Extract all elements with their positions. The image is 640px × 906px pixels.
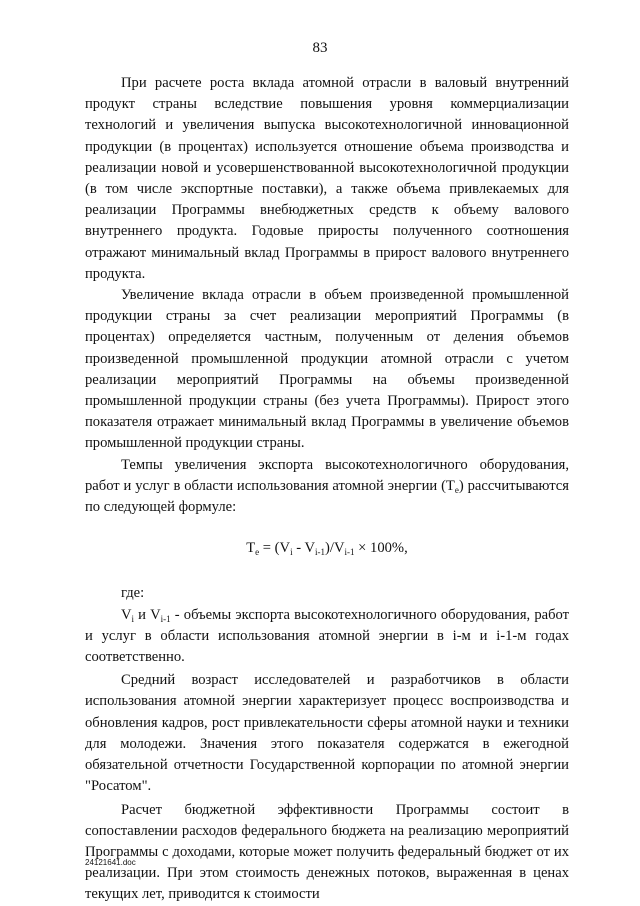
var-definition-text: - объемы экспорта высокотехнологичного оборудования, работ и услуг в области использования атомной энергии в i-м и i-1-м годах соответственно. [85,606,570,666]
var-v-sub-i1: i-1 [160,613,171,624]
export-subscript: e [454,484,459,495]
export-text: Темпы увеличения экспорта высокотехнологичного оборудования, работ и услуг в области использования атомной энергии (T [85,456,569,494]
formula-t-sub: e [255,547,260,558]
export-formula [85,538,569,559]
page-number: 83 [312,40,328,56]
var-v-sub-i: i [131,613,135,624]
var-and: и V [134,606,161,623]
paragraph-gdp-contribution: При расчете роста вклада атомной отрасли в валовый внутренний продукт страны вследствие повышения уровня коммерциализации технологий и увеличения выпуска высокотехнологичной инновационной продукции (в процентах) используется отношение объема производства и реализации новой и усовершенствованной высокотехнологичной продукции (в том числе экспортные поставки), а также объема привлекаемых для реализации Программы внебюджетных средств к объему валового внутреннего продукта. Годовые приросты полученного соотношения отражают минимальный вклад Программы в прирост валового внутреннего продукта. [85,75,569,282]
document-body [85,73,569,906]
formula-tail: × 100%, [354,540,408,557]
formula-eq: = (V [259,540,291,557]
formula-vi1-sub-2: i-1 [344,547,355,558]
formula-div: )/V [325,540,345,557]
paragraph-export-growth [85,455,569,519]
where-label: где: [121,585,145,602]
paragraph-researcher-age: Средний возраст исследователей и разработчиков в области использования атомной энергии характеризует процесс воспроизводства и обновления кадров, рост привлекательности сферы атомной науки и техники для молодежи. Значения этого показателя содержатся в ежегодной обязательной отчетности Государственной корпорации по атомной энергии "Росатом". [85,672,569,795]
paragraph-industrial-output: Увеличение вклада отрасли в объем произведенной промышленной продукции страны за счет реализации мероприятий Программы (в процентах) определяется частным, полученным от деления объемов произведенной промышленной продукции атомной отрасли с учетом реализации мероприятий Программы на объемы произведенной промышленной продукции страны (без учета Программы). Прирост этого показателя отражает минимальный вклад Программы в увеличение объемов промышленной продукции страны. [85,287,569,452]
var-v: V [121,606,132,623]
formula-minus: - V [292,540,316,557]
footer-filename: 24121641.doc [85,858,136,867]
paragraph-variable-definitions [85,605,569,669]
formula-t: T [246,540,256,557]
formula-vi1-sub: i-1 [315,547,326,558]
formula-vi-sub: i [290,547,293,558]
paragraph-budget-efficiency: Расчет бюджетной эффективности Программы состоит в сопоставлении расходов федерального бюджета на реализацию мероприятий Программы с доходами, которые может получить федеральный бюджет от их реализации. При этом стоимость денежных потоков, выраженная в ценах текущих лет, приводится к стоимости [85,801,569,903]
export-tail: ) рассчитываются по следующей формуле: [85,477,569,516]
